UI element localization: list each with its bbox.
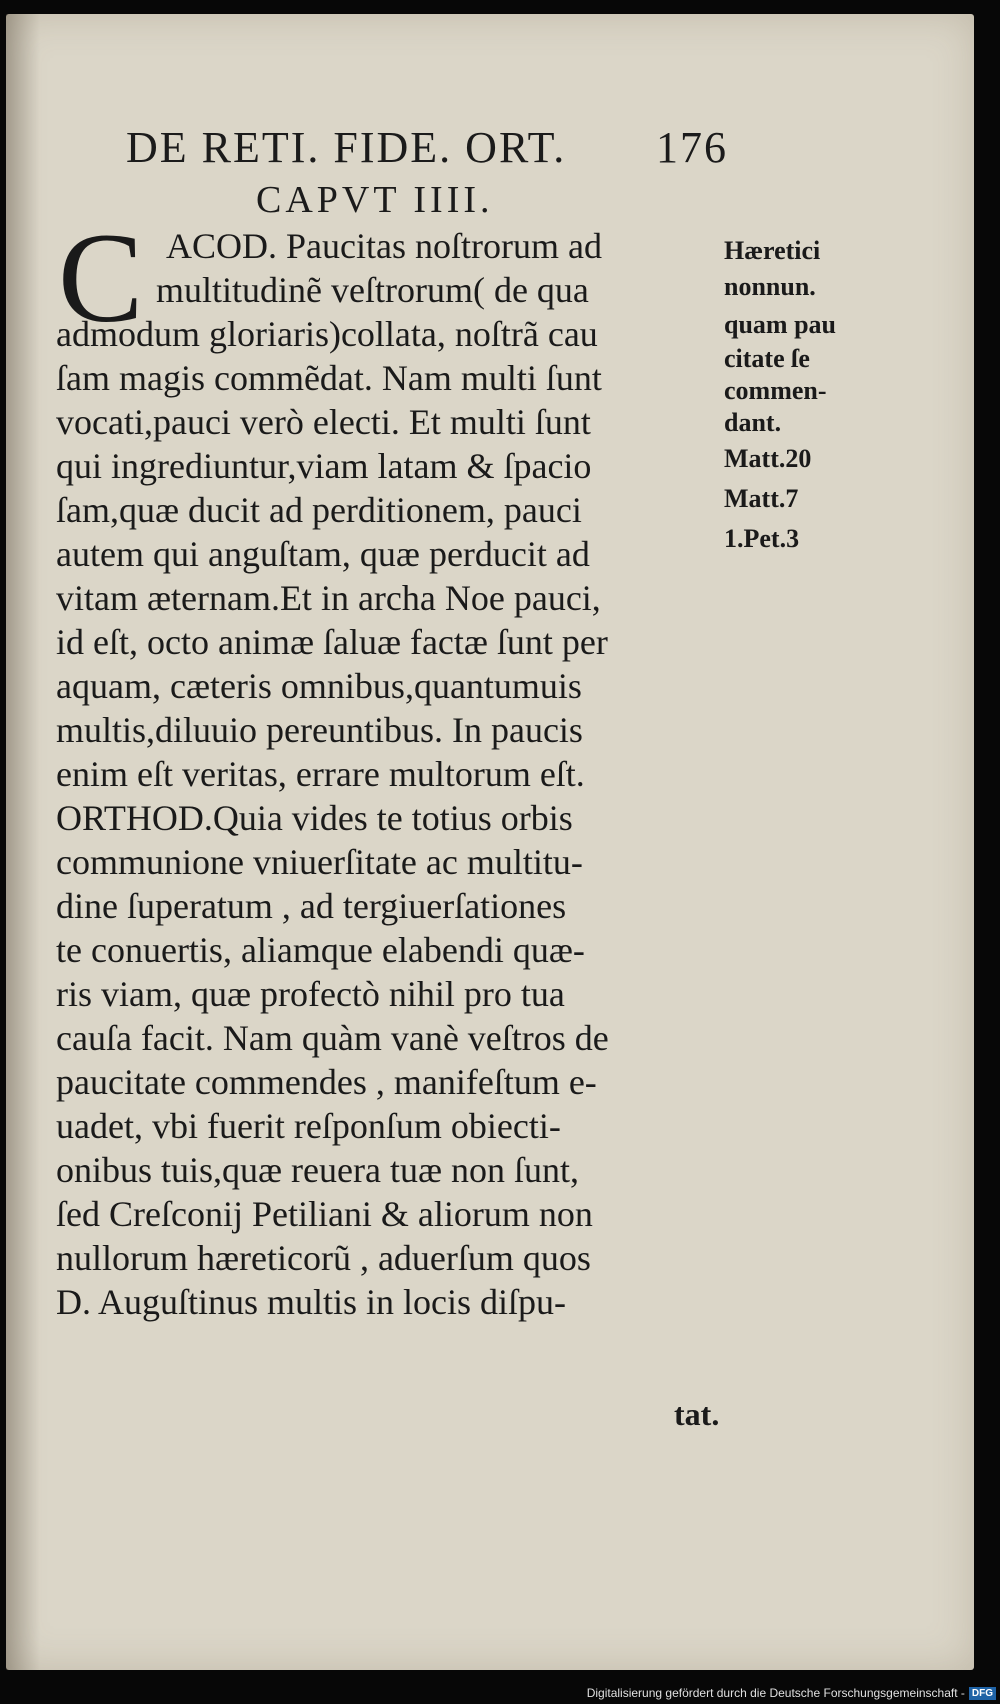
text-line: qui ingrediuntur,viam latam & ſpacio — [56, 446, 592, 486]
text-line: enim eſt veritas, errare multorum eſt. — [56, 754, 585, 794]
text-line: ORTHOD.Quia vides te totius orbis — [56, 798, 573, 838]
text-line: multis,diluuio pereuntibus. In paucis — [56, 710, 583, 750]
dfg-logo: DFG — [969, 1687, 996, 1700]
text-line: ris viam, quæ profectò nihil pro tua — [56, 974, 565, 1014]
page-gutter-shadow — [6, 14, 40, 1670]
text-line: aquam, cæteris omnibus,quantumuis — [56, 666, 582, 706]
text-line: uadet, vbi fuerit reſponſum obiecti- — [56, 1106, 561, 1146]
margin-note: citate ſe — [724, 344, 810, 373]
margin-note: dant. — [724, 408, 782, 437]
text-line: vitam æternam.Et in archa Noe pauci, — [56, 578, 601, 618]
text-line: multitudinẽ veſtrorum( de qua — [156, 270, 589, 310]
chapter-heading: CAPVT IIII. — [256, 179, 494, 221]
text-line: nullorum hæreticorũ , aduerſum quos — [56, 1238, 591, 1278]
text-line: paucitate commendes , manifeſtum e- — [56, 1062, 597, 1102]
margin-note: quam pau — [724, 310, 836, 339]
margin-note: Matt.20 — [724, 444, 812, 473]
running-title: DE RETI. FIDE. ORT. — [126, 123, 567, 172]
text-line: ſam magis commẽdat. Nam multi ſunt — [56, 358, 602, 398]
text-line: communione vniuerſitate ac multitu- — [56, 842, 583, 882]
text-line: ſam,quæ ducit ad perditionem, pauci — [56, 490, 582, 530]
text-line: cauſa facit. Nam quàm vanè veſtros de — [56, 1018, 609, 1058]
margin-note: Matt.7 — [724, 484, 799, 513]
book-page — [6, 14, 974, 1670]
text-line: admodum gloriaris)collata, noſtrã cau — [56, 314, 598, 354]
footer-text: Digitalisierung gefördert durch die Deutsche Forschungsgemeinschaft - — [586, 1686, 965, 1700]
text-line: dine ſuperatum , ad tergiuerſationes — [56, 886, 567, 926]
margin-note: Hæretici — [724, 236, 821, 265]
margin-note: commen- — [724, 376, 827, 405]
text-line: ACOD. Paucitas noſtrorum ad — [166, 226, 602, 266]
text-line: onibus tuis,quæ reuera tuæ non ſunt, — [56, 1150, 579, 1190]
text-line: id eſt, octo animæ ſaluæ factæ ſunt per — [56, 622, 608, 662]
digitization-footer — [587, 1686, 996, 1700]
text-line: autem qui anguſtam, quæ perducit ad — [56, 534, 590, 574]
catchword: tat. — [674, 1396, 720, 1432]
margin-note: 1.Pet.3 — [724, 524, 800, 553]
text-line: D. Auguſtinus multis in locis diſpu- — [56, 1282, 567, 1322]
drop-cap: C — [58, 207, 144, 349]
margin-note: nonnun. — [724, 272, 816, 301]
text-line: ſed Creſconij Petiliani & aliorum non — [56, 1194, 593, 1234]
text-line: te conuertis, aliamque elabendi quæ- — [56, 930, 585, 970]
page-number: 176 — [656, 123, 728, 172]
text-line: vocati,pauci verò electi. Et multi ſunt — [56, 402, 591, 442]
